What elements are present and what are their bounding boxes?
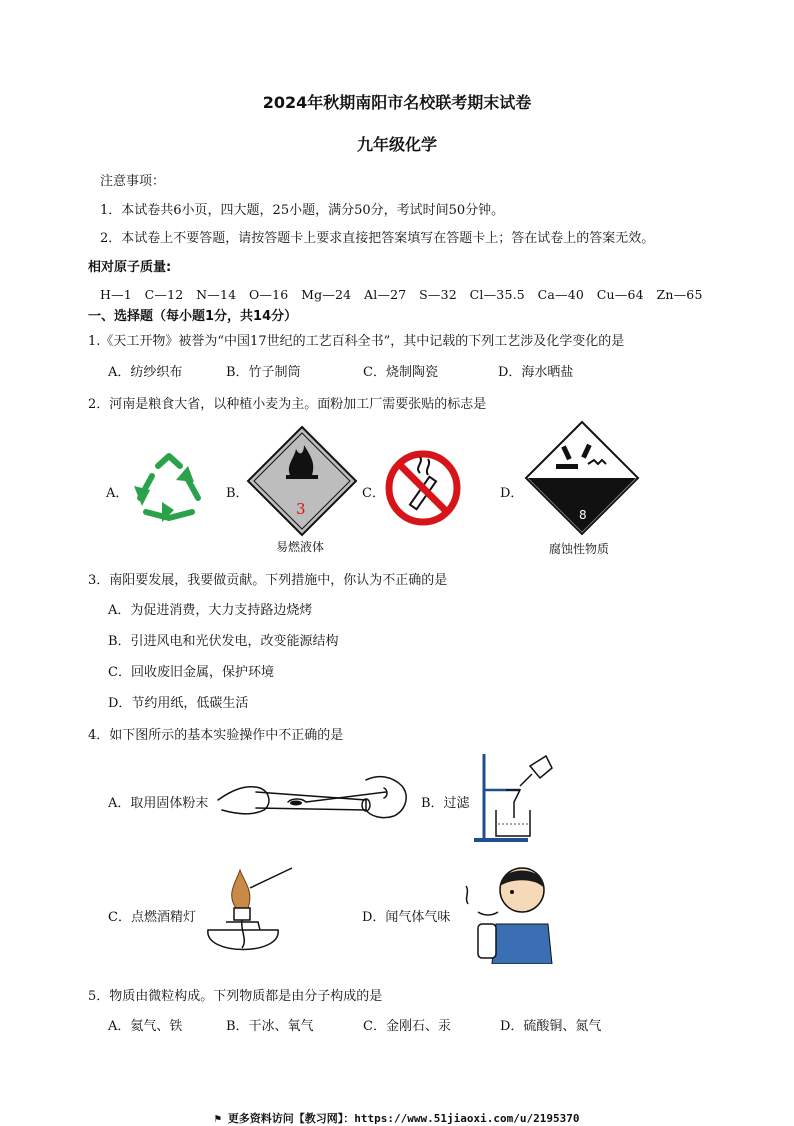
recycle-icon <box>128 452 210 528</box>
q4-option-c[interactable]: C．点燃酒精灯 <box>108 910 196 925</box>
flammable-class-number: 3 <box>296 500 306 518</box>
q3-stem: 3．南阳要发展，我要做贡献。下列措施中，你认为不正确的是 <box>88 573 448 588</box>
q4-stem: 4．如下图所示的基本实验操作中不正确的是 <box>88 728 344 743</box>
q2-option-b[interactable]: B． <box>226 486 249 501</box>
q3-option-c[interactable]: C．回收废旧金属，保护环境 <box>108 665 274 680</box>
q4-option-a[interactable]: A．取用固体粉末 <box>108 796 209 811</box>
atomic-mass-heading: 相对原子质量: <box>88 260 172 275</box>
section1-heading: 一、选择题（每小题1分，共14分） <box>88 309 298 324</box>
no-smoking-icon <box>384 449 462 531</box>
q3-option-d[interactable]: D．节约用纸，低碳生活 <box>108 696 249 711</box>
q1-option-d[interactable]: D．海水晒盐 <box>498 365 574 380</box>
page-subtitle: 九年级化学 <box>356 135 437 154</box>
q2-option-c[interactable]: C． <box>362 486 385 501</box>
notes-item-1: 1．本试卷共6小页，四大题，25小题，满分50分，考试时间50分钟。 <box>100 203 505 218</box>
q2-option-d[interactable]: D． <box>500 486 524 501</box>
solid-powder-illustration <box>216 770 412 838</box>
footer-link[interactable]: 更多资料访问【教习网】：https://www.51jiaoxi.com/u/2195370 <box>227 1112 580 1125</box>
q1-stem: 1.《天工开物》被誉为“中国17世纪的工艺百科全书”，其中记载的下列工艺涉及化学变化的是 <box>88 334 625 349</box>
q2-option-a[interactable]: A． <box>106 486 129 501</box>
q5-option-c[interactable]: C．金刚石、汞 <box>363 1019 451 1034</box>
q5-option-d[interactable]: D．硫酸铜、氮气 <box>500 1019 602 1034</box>
q2-stem: 2．河南是粮食大省，以种植小麦为主。面粉加工厂需要张贴的标志是 <box>88 397 487 412</box>
smelling-gas-illustration <box>456 858 556 968</box>
filtration-apparatus-illustration <box>470 752 554 850</box>
corrosive-caption: 腐蚀性物质 <box>549 542 610 556</box>
lighting-alcohol-lamp-illustration <box>196 860 296 970</box>
q1-option-a[interactable]: A．纺纱织布 <box>108 365 183 380</box>
q4-option-b[interactable]: B．过滤 <box>421 796 470 811</box>
corrosive-substance-sign <box>524 420 640 540</box>
q3-option-b[interactable]: B．引进风电和光伏发电，改变能源结构 <box>108 634 339 649</box>
q4-option-d[interactable]: D．闻气体气味 <box>362 910 451 925</box>
flag-icon: ⚑ <box>214 1112 228 1125</box>
q5-option-a[interactable]: A．氦气、铁 <box>108 1019 183 1034</box>
q1-option-b[interactable]: B．竹子制筒 <box>226 365 301 380</box>
page-title: 2024年秋期南阳市名校联考期末试卷 <box>262 93 532 112</box>
flammable-caption: 易燃液体 <box>276 540 325 554</box>
q5-stem: 5．物质由微粒构成。下列物质都是由分子构成的是 <box>88 989 383 1004</box>
flammable-liquid-sign <box>246 425 358 541</box>
q1-option-c[interactable]: C．烧制陶瓷 <box>363 365 438 380</box>
q5-option-b[interactable]: B．干冰、氧气 <box>226 1019 314 1034</box>
q3-option-a[interactable]: A．为促进消费，大力支持路边烧烤 <box>108 603 313 618</box>
notes-heading: 注意事项： <box>100 174 166 189</box>
atomic-mass-values: H—1 C—12 N—14 O—16 Mg—24 Al—27 S—32 Cl—35.5 Ca—40 Cu—64 Zn—65 <box>100 287 703 302</box>
corrosive-class-number: 8 <box>579 508 587 522</box>
notes-item-2: 2．本试卷上不要答题，请按答题卡上要求直接把答案填写在答题卡上；答在试卷上的答案无效。 <box>100 231 655 246</box>
